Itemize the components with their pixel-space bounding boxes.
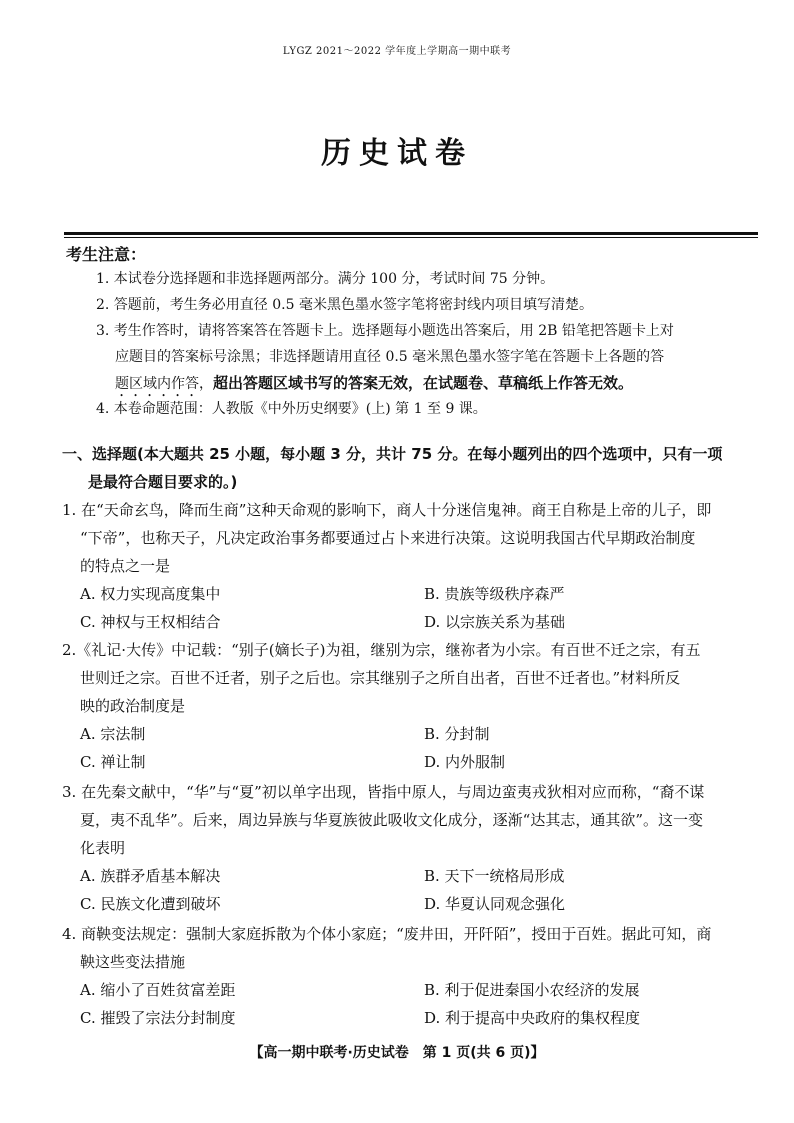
option-d: D. 以宗族关系为基础 <box>424 613 566 631</box>
option-a: A. 权力实现高度集中 <box>80 585 221 603</box>
subject-title: 历史试卷 <box>321 136 473 171</box>
option-c: C. 神权与王权相结合 <box>80 613 221 631</box>
option-c: C. 禅让制 <box>80 753 146 771</box>
notice-item-3-line-1: 3. 考生作答时，请将答案答在答题卡上。选择题每小题选出答案后，用 2B 铅笔把答题卡上对 <box>96 323 674 339</box>
header-divider-thin <box>64 237 758 238</box>
page-footer: 【高一期中联考·历史试卷 第 1 页(共 6 页)】 <box>249 1045 545 1061</box>
option-b: B. 分封制 <box>424 725 490 743</box>
question-text: 夏，夷不乱华”。后来，周边异族与华夏族彼此吸收文化成分，逐渐“达其志，通其欲”。这一变 <box>80 811 704 829</box>
question-text: 3. 在先秦文献中，“华”与“夏”初以单字出现，皆指中原人，与周边蛮夷戎狄相对应而称，“裔不谋 <box>62 783 705 801</box>
notice-item-2: 2. 答题前，考生务必用直径 0.5 毫米黑色墨水签字笔将密封线内项目填写清楚。 <box>96 297 593 313</box>
notice-item-3-line-2: 应题目的答案标号涂黑；非选择题请用直径 0.5 毫米黑色墨水签字笔在答题卡上各题的答 <box>115 349 665 365</box>
option-d: D. 华夏认同观念强化 <box>424 895 566 913</box>
notice-item-3-text: 题区域内作答， <box>115 376 213 392</box>
notice-item-1: 1. 本试卷分选择题和非选择题两部分。满分 100 分，考试时间 75 分钟。 <box>96 271 555 287</box>
section-heading-line-1: 一、选择题(本大题共 25 小题，每小题 3 分，共计 75 分。在每小题列出的四个选项中，只有一项 <box>62 445 723 463</box>
question-text: 鞅这些变法措施 <box>80 953 186 971</box>
option-d: D. 利于提高中央政府的集权程度 <box>424 1009 641 1027</box>
question-text: 的特点之一是 <box>80 557 171 575</box>
question-text: 1. 在“天命玄鸟，降而生商”这种天命观的影响下，商人十分迷信鬼神。商王自称是上帝的儿子，即 <box>62 501 712 519</box>
question-text: 映的政治制度是 <box>80 697 186 715</box>
option-b: B. 贵族等级秩序森严 <box>424 585 565 603</box>
option-b: B. 天下一统格局形成 <box>424 867 565 885</box>
notice-item-4: 4. 本卷命题范围：人教版《中外历史纲要》(上) 第 1 至 9 课。 <box>96 401 487 417</box>
option-d: D. 内外服制 <box>424 753 506 771</box>
question-text: 2.《礼记·大传》中记载：“别子(嫡长子)为祖，继别为宗，继祢者为小宗。有百世不迁之宗，有五 <box>62 641 701 659</box>
option-c: C. 摧毁了宗法分封制度 <box>80 1009 236 1027</box>
question-text: 世则迁之宗。百世不迁者，别子之后也。宗其继别子之所自出者，百世不迁者也。”材料所反 <box>80 669 681 687</box>
question-text: 4. 商鞅变法规定：强制大家庭拆散为个体小家庭；“废井田，开阡陌”，授田于百姓。据此可知，商 <box>62 925 712 943</box>
option-a: A. 族群矛盾基本解决 <box>80 867 221 885</box>
header-divider <box>64 232 758 235</box>
question-text: “下帝”，也称天子，凡决定政治事务都要通过占卜来进行决策。这说明我国古代早期政治制度 <box>80 529 696 547</box>
notice-warning: 超出答题区域书写的答案无效，在试题卷、草稿纸上作答无效。 <box>213 374 634 392</box>
option-b: B. 利于促进秦国小农经济的发展 <box>424 981 640 999</box>
option-c: C. 民族文化遭到破坏 <box>80 895 221 913</box>
section-heading-line-2: 是最符合题目要求的。) <box>88 473 238 491</box>
exam-title: LYGZ 2021～2022 学年度上学期高一期中联考 <box>282 46 512 57</box>
option-a: A. 缩小了百姓贫富差距 <box>80 981 236 999</box>
notice-heading: 考生注意： <box>66 245 147 264</box>
question-text: 化表明 <box>80 839 126 857</box>
option-a: A. 宗法制 <box>80 725 146 743</box>
